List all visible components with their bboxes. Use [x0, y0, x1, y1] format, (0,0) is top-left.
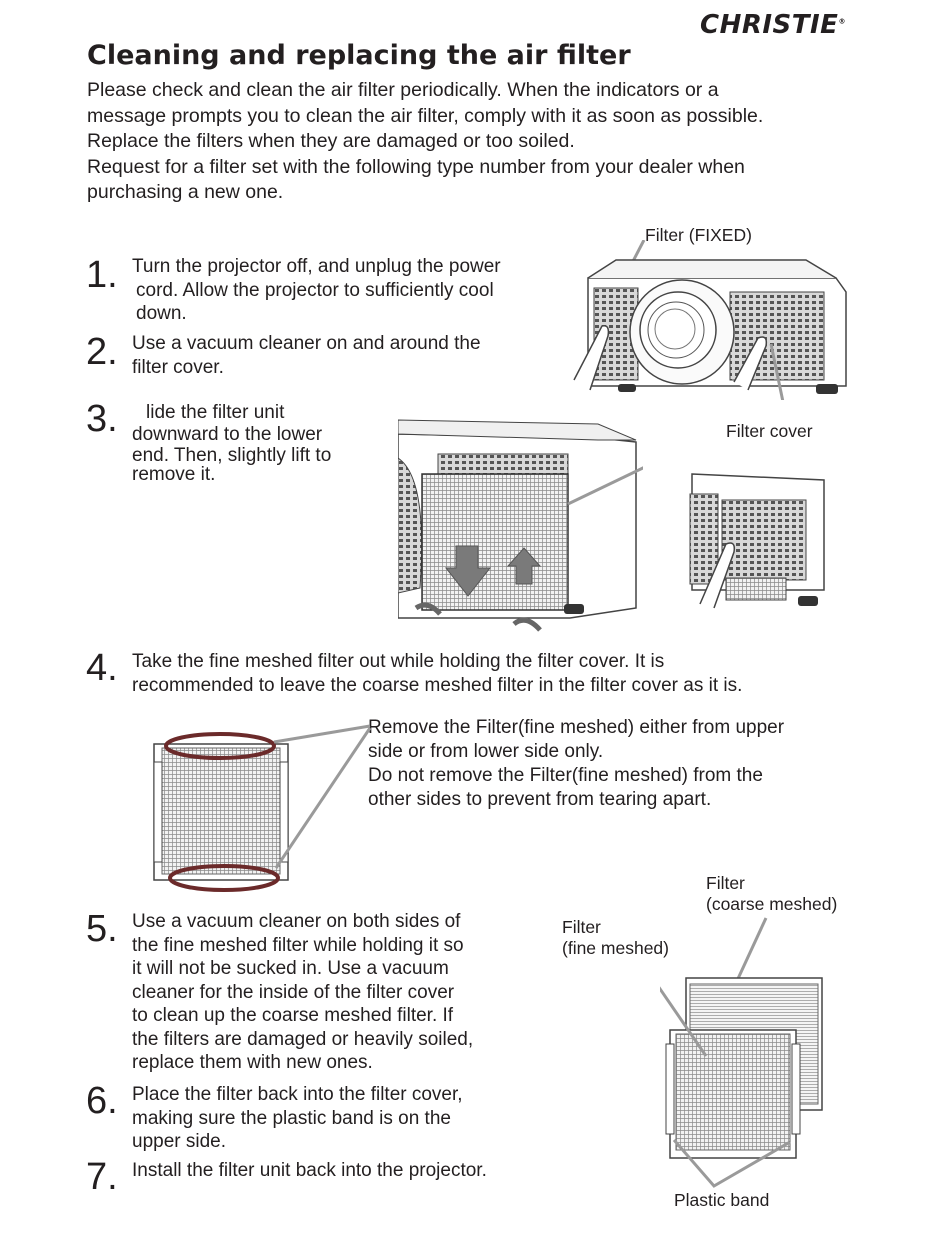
filter-fixed-label: Filter (FIXED): [645, 225, 752, 245]
projector-front-illustration: [566, 240, 856, 400]
step-7-text: Install the filter unit back into the projector.: [132, 1160, 487, 1181]
step-6-text: Place the filter back into the filter cover, making sure the plastic band is on the upper side.: [132, 1084, 463, 1152]
fine-filter-removal-illustration: [148, 722, 376, 894]
step-2-text: Use a vacuum cleaner on and around the filter cover.: [132, 333, 481, 378]
step-1-text: Turn the projector off, and unplug the power cord. Allow the projector to sufficiently cool down.: [132, 256, 501, 324]
christie-logo: CHRISTIE®: [700, 10, 846, 40]
filter-slide-illustration: [398, 418, 643, 638]
step-7-number: 7.: [86, 1156, 118, 1198]
page-title: Cleaning and replacing the air filter: [87, 40, 631, 71]
plastic-band-label: Plastic band: [674, 1190, 770, 1210]
filter-fine-label: Filter (fine meshed): [562, 917, 669, 958]
step-4-number: 4.: [86, 647, 118, 689]
filter-coarse-label: Filter (coarse meshed): [706, 873, 838, 914]
step-5-number: 5.: [86, 908, 118, 950]
step-4-text: Take the fine meshed filter out while holding the filter cover. It is recommended to leave the coarse meshed filter in the filter cover as it is.: [132, 651, 743, 696]
step-5-text: Use a vacuum cleaner on both sides of the fine meshed filter while holding it so it will not be sucked in. Use a vacuum cleaner for the inside of the filter cover to clean up the coarse meshed filter. If the filters are damaged or heavily soiled, replace them with new ones.: [132, 911, 474, 1073]
filters-set-illustration: [660, 910, 830, 1195]
step-3-text: lide the filter unit downward to the lower end. Then, slightly lift to remove it.: [132, 402, 332, 485]
step-3-number: 3.: [86, 398, 118, 440]
intro-paragraph: Please check and clean the air filter periodically. When the indicators or a message prompts you to clean the air filter, comply with it as soon as possible. Replace the filters when they are damaged or too soiled. Request for a filter set with the following type number from your dealer when purchasing a new one.: [87, 79, 764, 204]
filter-removal-note: Remove the Filter(fine meshed) either from upper side or from lower side only. Do not remove the Filter(fine meshed) from the other sides to prevent from tearing apart.: [368, 717, 785, 810]
step-1-number: 1.: [86, 254, 118, 296]
step-2-number: 2.: [86, 331, 118, 373]
filter-lift-illustration: [686, 470, 828, 610]
step-6-number: 6.: [86, 1080, 118, 1122]
filter-cover-label: Filter cover: [726, 421, 813, 441]
